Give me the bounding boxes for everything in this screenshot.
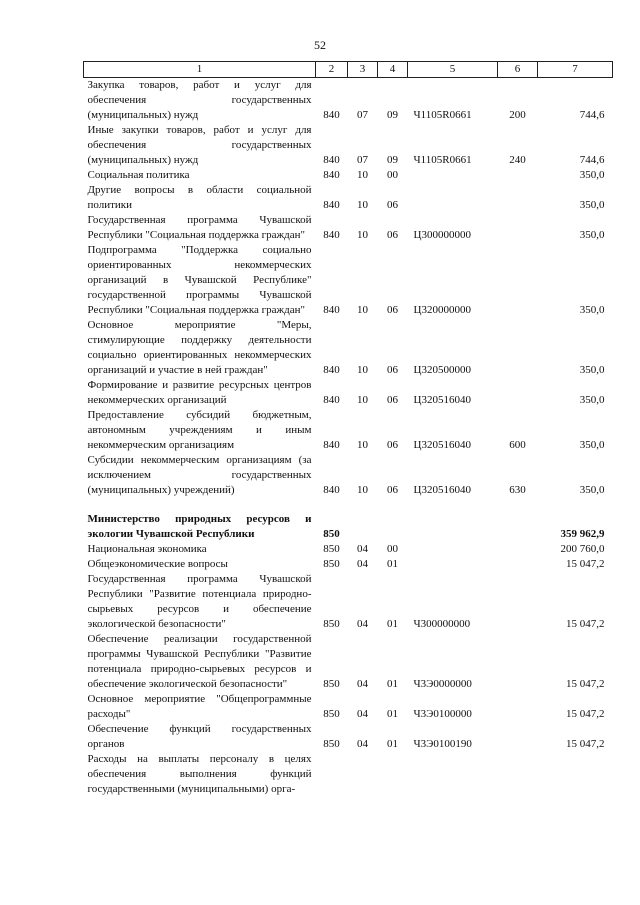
row-target-code <box>408 542 498 557</box>
row-section: 04 <box>357 543 368 555</box>
row-name: Государственная программа Чувашской Республики "Социальная поддержка граждан" <box>87 214 312 241</box>
table-row <box>84 123 613 168</box>
row-expense-type: 240 <box>509 154 526 166</box>
row-name: Субсидии некоммерческим организациям (за исключением государственных (муниципальных) учреждений) <box>87 454 312 496</box>
header-cell: 5 <box>408 62 498 78</box>
row-name: Предоставление субсидий бюджетным, автономным учреждениям и иным некоммерческим организациям <box>87 409 312 451</box>
row-target-code: Ч1105R0661 <box>413 109 472 121</box>
table-body <box>84 78 613 798</box>
row-section: 07 <box>357 154 368 166</box>
row-admin-code: 850 <box>323 618 340 630</box>
row-section: 04 <box>357 708 368 720</box>
row-section: 07 <box>357 109 368 121</box>
row-amount: 200 760,0 <box>560 543 605 555</box>
row-target-code: Ц320000000 <box>413 304 471 316</box>
row-amount <box>538 752 613 797</box>
row-admin-code: 840 <box>323 199 340 211</box>
table-row <box>84 557 613 572</box>
row-name: Государственная программа Чувашской Республики "Развитие потенциала природно-сырьевых ресурсов и обеспечение экологической безопасности" <box>87 573 312 630</box>
table-row <box>84 722 613 752</box>
row-subsection: 06 <box>387 439 398 451</box>
row-name: Расходы на выплаты персоналу в целях обеспечения выполнения функций государственными (муниципальными) орга- <box>87 753 312 795</box>
row-admin-code: 850 <box>323 678 340 690</box>
header-cell: 7 <box>538 62 613 78</box>
row-section: 10 <box>357 394 368 406</box>
table-row <box>84 512 613 542</box>
table-row <box>84 453 613 498</box>
row-expense-type <box>498 752 538 797</box>
row-subsection: 00 <box>387 169 398 181</box>
spacer-cell <box>84 498 613 512</box>
row-amount: 350,0 <box>579 169 605 181</box>
row-amount: 744,6 <box>579 154 605 166</box>
table-row <box>84 213 613 243</box>
table-row <box>84 243 613 318</box>
header-cell: 4 <box>378 62 408 78</box>
row-expense-type <box>498 183 538 213</box>
row-admin-code: 840 <box>323 394 340 406</box>
row-amount: 744,6 <box>579 109 605 121</box>
table-row <box>84 318 613 378</box>
row-expense-type: 600 <box>509 439 526 451</box>
row-name: Общеэкономические вопросы <box>87 558 228 570</box>
row-amount: 350,0 <box>579 199 605 211</box>
row-subsection: 00 <box>387 543 398 555</box>
row-admin-code <box>316 752 348 797</box>
row-admin-code: 850 <box>323 543 340 555</box>
row-amount: 350,0 <box>579 304 605 316</box>
row-section: 10 <box>357 484 368 496</box>
row-subsection <box>378 512 408 542</box>
row-subsection: 06 <box>387 484 398 496</box>
row-section: 04 <box>357 678 368 690</box>
row-name: Национальная экономика <box>87 543 207 555</box>
row-amount: 15 047,2 <box>566 708 605 720</box>
row-name: Основное мероприятие "Общепрограммные расходы" <box>87 693 312 720</box>
table-row <box>84 183 613 213</box>
table-row <box>84 378 613 408</box>
row-section: 10 <box>357 364 368 376</box>
row-section <box>348 752 378 797</box>
row-name: Подпрограмма "Поддержка социально ориентированных некоммерческих организаций в Чувашской Республике" государственной программы Чувашской Республики "Социальная поддержка граждан" <box>87 244 312 316</box>
row-name: Иные закупки товаров, работ и услуг для обеспечения государственных (муниципальных) нужд <box>87 124 312 166</box>
row-subsection: 01 <box>387 738 398 750</box>
row-name: Другие вопросы в области социальной политики <box>87 184 312 211</box>
row-amount: 350,0 <box>579 394 605 406</box>
row-admin-code: 840 <box>323 169 340 181</box>
row-amount: 350,0 <box>579 364 605 376</box>
row-admin-code: 840 <box>323 439 340 451</box>
row-expense-type <box>498 572 538 632</box>
row-section: 10 <box>357 199 368 211</box>
row-name: Социальная политика <box>87 169 190 181</box>
row-target-code: Ц320516040 <box>413 394 471 406</box>
row-section: 10 <box>357 304 368 316</box>
row-target-code <box>408 557 498 572</box>
table-row <box>84 542 613 557</box>
row-expense-type <box>498 243 538 318</box>
header-cell: 3 <box>348 62 378 78</box>
row-target-code: Ц320500000 <box>413 364 471 376</box>
row-subsection: 01 <box>387 678 398 690</box>
row-section: 10 <box>357 169 368 181</box>
row-admin-code: 850 <box>323 708 340 720</box>
row-expense-type <box>498 722 538 752</box>
row-subsection: 06 <box>387 229 398 241</box>
row-section: 04 <box>357 558 368 570</box>
row-expense-type <box>498 168 538 183</box>
row-name: Закупка товаров, работ и услуг для обеспечения государственных (муниципальных) нужд <box>87 79 312 121</box>
row-section: 04 <box>357 618 368 630</box>
row-expense-type <box>498 632 538 692</box>
row-section <box>348 512 378 542</box>
row-subsection: 06 <box>387 304 398 316</box>
row-target-code <box>408 183 498 213</box>
row-target-code: Ц320516040 <box>413 484 471 496</box>
header-row <box>84 62 613 78</box>
row-amount: 350,0 <box>579 484 605 496</box>
row-expense-type <box>498 318 538 378</box>
page-number: 52 <box>314 38 326 52</box>
row-subsection <box>378 752 408 797</box>
table-row <box>84 168 613 183</box>
table-row <box>84 572 613 632</box>
row-target-code: Ч3Э0100000 <box>413 708 472 720</box>
row-subsection: 06 <box>387 394 398 406</box>
row-section: 10 <box>357 229 368 241</box>
row-target-code <box>408 512 498 542</box>
row-expense-type <box>498 692 538 722</box>
row-target-code <box>408 168 498 183</box>
row-name: Обеспечение функций государственных органов <box>87 723 312 750</box>
row-subsection: 01 <box>387 618 398 630</box>
header-cell: 2 <box>316 62 348 78</box>
row-name: Обеспечение реализации государственной программы Чувашской Республики "Развитие потенциала природно-сырьевых ресурсов и обеспечение экологической безопасности" <box>87 633 312 690</box>
row-admin-code: 840 <box>323 304 340 316</box>
row-section: 10 <box>357 439 368 451</box>
table-row <box>84 752 613 797</box>
row-admin-code: 850 <box>323 738 340 750</box>
row-admin-code: 850 <box>323 528 340 540</box>
table-row <box>84 632 613 692</box>
row-target-code: Ч300000000 <box>413 618 471 630</box>
row-name: Формирование и развитие ресурсных центров некоммерческих организаций <box>87 379 312 406</box>
row-admin-code: 840 <box>323 484 340 496</box>
spacer-row <box>84 498 613 512</box>
row-target-code <box>408 752 498 797</box>
row-section: 04 <box>357 738 368 750</box>
row-admin-code: 840 <box>323 364 340 376</box>
row-admin-code: 850 <box>323 558 340 570</box>
row-amount: 350,0 <box>579 439 605 451</box>
row-amount: 15 047,2 <box>566 678 605 690</box>
row-amount: 15 047,2 <box>566 738 605 750</box>
table-row <box>84 78 613 124</box>
row-subsection: 01 <box>387 558 398 570</box>
row-amount: 350,0 <box>579 229 605 241</box>
row-expense-type <box>498 557 538 572</box>
row-subsection: 09 <box>387 109 398 121</box>
row-name: Основное мероприятие "Меры, стимулирующие поддержку деятельности социально ориентированных некоммерческих организаций и участие в ней граждан" <box>87 319 312 376</box>
table-row <box>84 408 613 453</box>
row-subsection: 06 <box>387 199 398 211</box>
row-amount: 359 962,9 <box>560 528 605 540</box>
row-name: Министерство природных ресурсов и экологии Чувашской Республики <box>87 513 312 540</box>
row-target-code: Ч1105R0661 <box>413 154 472 166</box>
row-subsection: 06 <box>387 364 398 376</box>
row-target-code: Ц320516040 <box>413 439 471 451</box>
header-cell: 6 <box>498 62 538 78</box>
row-admin-code: 840 <box>323 229 340 241</box>
row-subsection: 01 <box>387 708 398 720</box>
row-expense-type <box>498 542 538 557</box>
row-target-code: Ц300000000 <box>413 229 471 241</box>
row-amount: 15 047,2 <box>566 558 605 570</box>
row-expense-type <box>498 512 538 542</box>
row-target-code: Ч3Э0100190 <box>413 738 472 750</box>
row-expense-type: 630 <box>509 484 526 496</box>
row-expense-type: 200 <box>509 109 526 121</box>
row-expense-type <box>498 213 538 243</box>
row-amount: 15 047,2 <box>566 618 605 630</box>
row-target-code: Ч3Э0000000 <box>413 678 472 690</box>
row-admin-code: 840 <box>323 154 340 166</box>
row-admin-code: 840 <box>323 109 340 121</box>
row-subsection: 09 <box>387 154 398 166</box>
row-expense-type <box>498 378 538 408</box>
budget-table <box>83 61 613 797</box>
table-row <box>84 692 613 722</box>
header-cell: 1 <box>84 62 316 78</box>
